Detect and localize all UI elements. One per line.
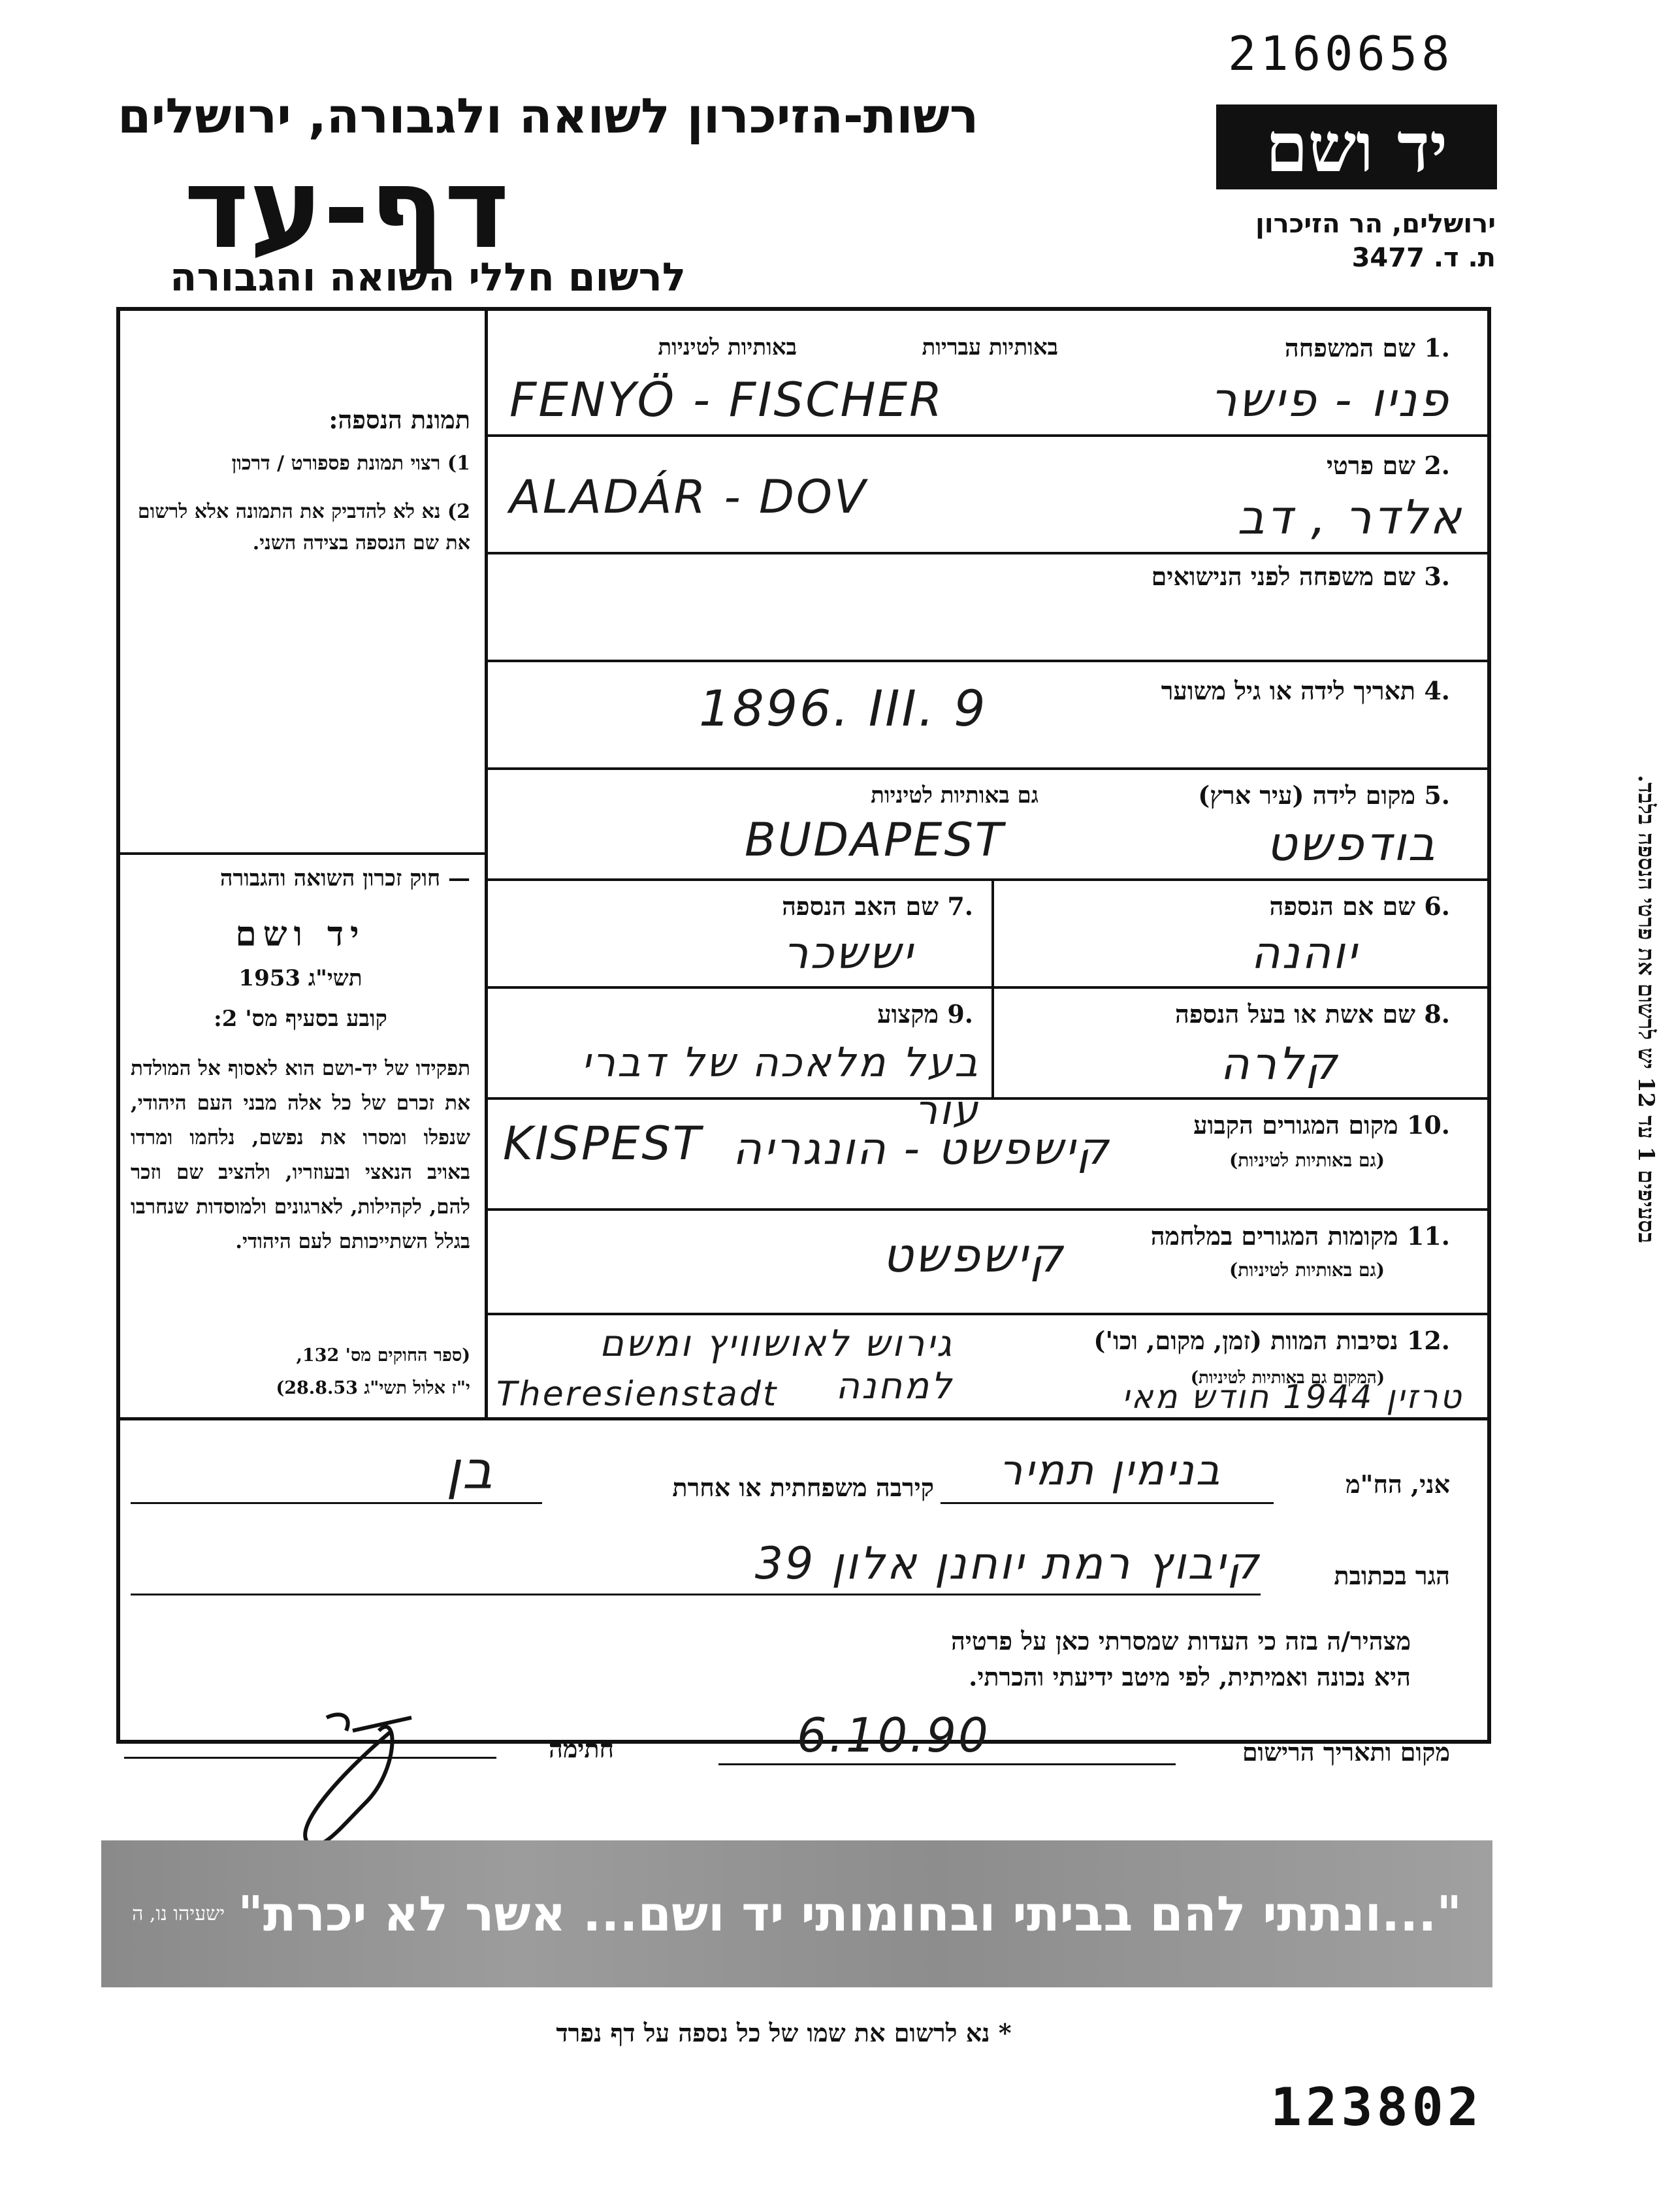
field6-value: יוהנה [1251,927,1359,979]
field1-value-hebrew: פניו - פישר [1210,372,1450,427]
field7-value: יששכר [783,927,914,979]
row-line-5 [485,878,1491,881]
row-line-3 [485,660,1491,662]
field10-label [1110,1110,1450,1140]
yad-vashem-logo [1216,104,1497,189]
witness-address-value: קיבוץ רמת יוחנן אלון 39 [754,1538,1261,1590]
field4-num: .4 [1424,676,1450,705]
law-name: יד ושם [235,914,366,954]
witness-address-label: הגר בכתובת [1334,1561,1450,1590]
field2-text: שם פרטי [1326,451,1416,480]
field12-value-line1: גירוש לאושוויץ ומשם למחנה [599,1322,954,1407]
serial-number-bottom: 123802 [1270,2077,1483,2138]
field10-hint: (גם באותיות לטיניות) [1229,1149,1385,1171]
footnote: * נא לרשום את שמו של כל נספה על דף נפרד [556,2018,1012,2047]
field5-hint: (עיר ארץ) [1198,780,1304,810]
row-line-1 [485,434,1491,437]
banner-text: "...ונתתי להם בביתי ובחומותי יד ושם... אשר לא יכרת" [238,1885,1462,1942]
field9-value: בעל מלאכה של דברי עור [581,1038,980,1134]
field10-text: מקום המגורים הקבוע [1193,1110,1398,1140]
field5-value-latin: BUDAPEST [745,813,1005,867]
field10-num: .10 [1406,1110,1450,1140]
law-clause: קובע בסעיף מס' 2: [214,1006,387,1032]
witness-i-label: אני, הח"מ [1345,1469,1450,1499]
field11-label [1078,1221,1450,1251]
side-note: בסעיפים 1 עד 12 יש לרשום את פרטי הנספה בלבד. [1633,775,1659,1243]
row-line-4 [485,767,1491,770]
address-line2: ת. ד. 3477 [1351,243,1496,273]
field1-hebrew-hint: באותיות עבריות [922,334,1058,361]
field9-num: .9 [947,999,973,1029]
photo-box-separator [116,852,485,855]
field7-text: שם האב הנספה [782,891,939,921]
field8-text: שם אשת או בעל הנספה [1174,999,1416,1029]
field2-value-latin: ALADÁR - DOV [509,470,867,524]
field12-value-latin: Theresienstadt [496,1375,779,1414]
field2-num: .2 [1424,451,1450,480]
logo-text: יד ושם [1265,106,1448,187]
banner-source: ישעיהו נו, ה [132,1902,225,1925]
field12-hint: (המקום גם באותיות לטיניות) [1190,1368,1385,1388]
field1-num: .1 [1424,333,1450,362]
field2-value-hebrew: אלדר , דב [1237,490,1463,545]
field4-text: תאריך לידה או גיל משוער [1161,676,1416,705]
witness-relation-value: בן [445,1440,495,1501]
row-line-9 [485,1313,1491,1315]
signature-scribble [248,1672,483,1868]
field11-hint: (גם באותיות לטיניות) [1229,1259,1385,1281]
address-line1: ירושלים, הר הזיכרון [1255,209,1496,239]
row-line-10 [116,1417,1491,1420]
photo-box-item2: 2) נא לא להדביק את התמונה אלא לרשום את שם הנספה בצידה השני. [137,500,470,554]
witness-name-value: בנימין תמיר [999,1447,1222,1495]
field11-text: מקומות המגורים במלחמה [1150,1221,1398,1251]
declaration-line2: היא נכונה ואמיתית, לפי מיטב ידיעתי והכרתי. [969,1662,1411,1691]
serial-number-top: 2160658 [1228,26,1454,81]
field10-value-hebrew: קישפשט - הונגריה [732,1123,1110,1175]
authority-title: רשות-הזיכרון לשואה ולגבורה, ירושלים [118,88,979,144]
row-line-2 [485,552,1491,554]
field10-value-latin: KISPEST [503,1117,703,1170]
form-title: דף-עד [184,144,509,274]
row-line-6 [485,986,1491,989]
field4-value: 1896. III. 9 [699,679,988,737]
field3-num: .3 [1424,562,1450,591]
field8-value: קלרה [1220,1038,1339,1090]
field5-latin-hint: גם באותיות לטיניות [871,782,1039,809]
split-line-6-7 [991,878,994,986]
witness-relation-label: קירבה משפחתית או אחרת [672,1473,934,1502]
field1-label [1202,333,1450,363]
law-body: תפקידו של יד-ושם הוא לאסוף אל המולדת את זכרם של כל אלה מבני העם היהודי, שנפלו ומסרו את נפשם, נלחמו ומרדו באויב הנאצי ובעוזריו, ולהציב שם וזכר להם, לקהילות, לארגונים ולמוסדות שנחרבו בגלל השתייכותם לעם היהודי. [131,1057,470,1253]
field7-label [653,891,973,922]
field12-num: .12 [1406,1326,1450,1355]
field8-num: .8 [1424,999,1450,1029]
field3-label [980,562,1450,592]
field12-label [927,1326,1450,1356]
field5-text: מקום לידה [1312,780,1416,810]
field5-label [1110,780,1450,810]
field6-label [1110,891,1450,922]
place-date-label: מקום ותאריך הרישום [1242,1737,1450,1767]
field8-label [1045,999,1450,1029]
field1-latin-hint: באותיות לטיניות [658,334,797,361]
field2-label [1202,451,1450,481]
column-divider [485,307,488,1417]
declaration-line1: מצהיר/ה בזה כי העדות שמסרתי כאן על פרטיה [950,1626,1411,1656]
field3-text: שם משפחה לפני הנישואים [1151,562,1416,591]
field1-text: שם המשפחה [1284,333,1416,362]
field5-value-hebrew: בודפשט [1266,816,1437,871]
field12-text: נסיבות המוות (זמן, מקום, וכו') [1093,1326,1398,1355]
field11-value: קישפשט [882,1228,1065,1283]
photo-box-title: תמונת הנספה: [329,405,470,434]
witness-address-line [131,1594,1261,1595]
field6-text: שם אם הנספה [1269,891,1416,921]
field11-num: .11 [1406,1221,1450,1251]
field9-text: מקצוע [877,999,939,1029]
field5-num: .5 [1424,780,1450,810]
place-date-value: 6.10.90 [797,1708,990,1763]
field7-num: .7 [947,891,973,921]
law-heading: — חוק זכרון השואה והגבורה [219,865,470,891]
field12-value-line2: טרזין 1944 חודש מאי [1121,1378,1463,1416]
law-source: (ספר החוקים מס' 132, [296,1345,470,1366]
field1-value-latin: FENYÖ - FISCHER [509,372,944,427]
memorial-banner [101,1840,1492,1987]
row-line-8 [485,1208,1491,1211]
witness-relation-line [131,1502,542,1504]
place-date-line [718,1763,1176,1765]
field4-label [980,676,1450,706]
photo-box-item1: 1) רצוי תמונת פספורט / דרכון [231,452,470,475]
signature-label: חתימה [548,1734,614,1763]
law-date: י"ז אלול תשי"ג 28.8.53) [276,1378,470,1398]
split-line-8-9 [991,986,994,1097]
witness-name-line [941,1502,1274,1504]
field9-label [784,999,973,1029]
law-year: תשי"ג 1953 [238,965,362,991]
field6-num: .6 [1424,891,1450,921]
form-subtitle: לרשום חללי השואה והגבורה [170,255,686,300]
